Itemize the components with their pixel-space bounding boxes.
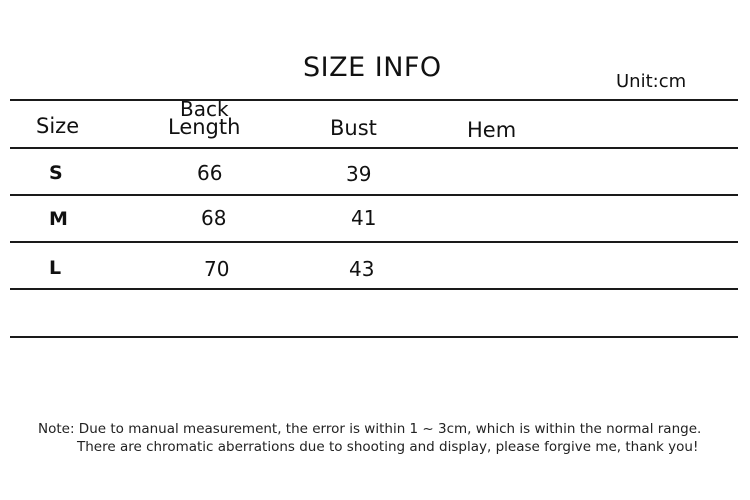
row-m-bust: 41: [351, 206, 377, 230]
page-title: SIZE INFO: [303, 52, 442, 83]
table-row-rule: [10, 147, 738, 149]
row-s-back-length: 66: [197, 161, 223, 185]
note-line-2: There are chromatic aberrations due to shooting and display, please forgive me, thank you!: [77, 439, 699, 455]
header-back-length-line1: Back: [180, 97, 229, 121]
row-size-l: L: [49, 257, 62, 279]
row-size-s: S: [49, 162, 63, 184]
table-row-rule: [10, 288, 738, 290]
note-line-1: Note: Due to manual measurement, the error is within 1 ~ 3cm, which is within the normal range.: [38, 421, 702, 437]
table-row-rule: [10, 241, 738, 243]
row-s-bust: 39: [346, 162, 372, 186]
header-hem: Hem: [467, 118, 517, 142]
header-back-length-line2: Length: [168, 115, 241, 139]
row-size-m: M: [49, 208, 68, 230]
table-row-rule: [10, 194, 738, 196]
row-l-bust: 43: [349, 257, 375, 281]
table-top-rule: [10, 99, 738, 101]
unit-label: Unit:cm: [616, 71, 687, 92]
row-m-back-length: 68: [201, 206, 227, 230]
table-bottom-rule: [10, 336, 738, 338]
row-l-back-length: 70: [204, 257, 230, 281]
header-bust: Bust: [330, 116, 377, 140]
header-size: Size: [36, 114, 80, 138]
